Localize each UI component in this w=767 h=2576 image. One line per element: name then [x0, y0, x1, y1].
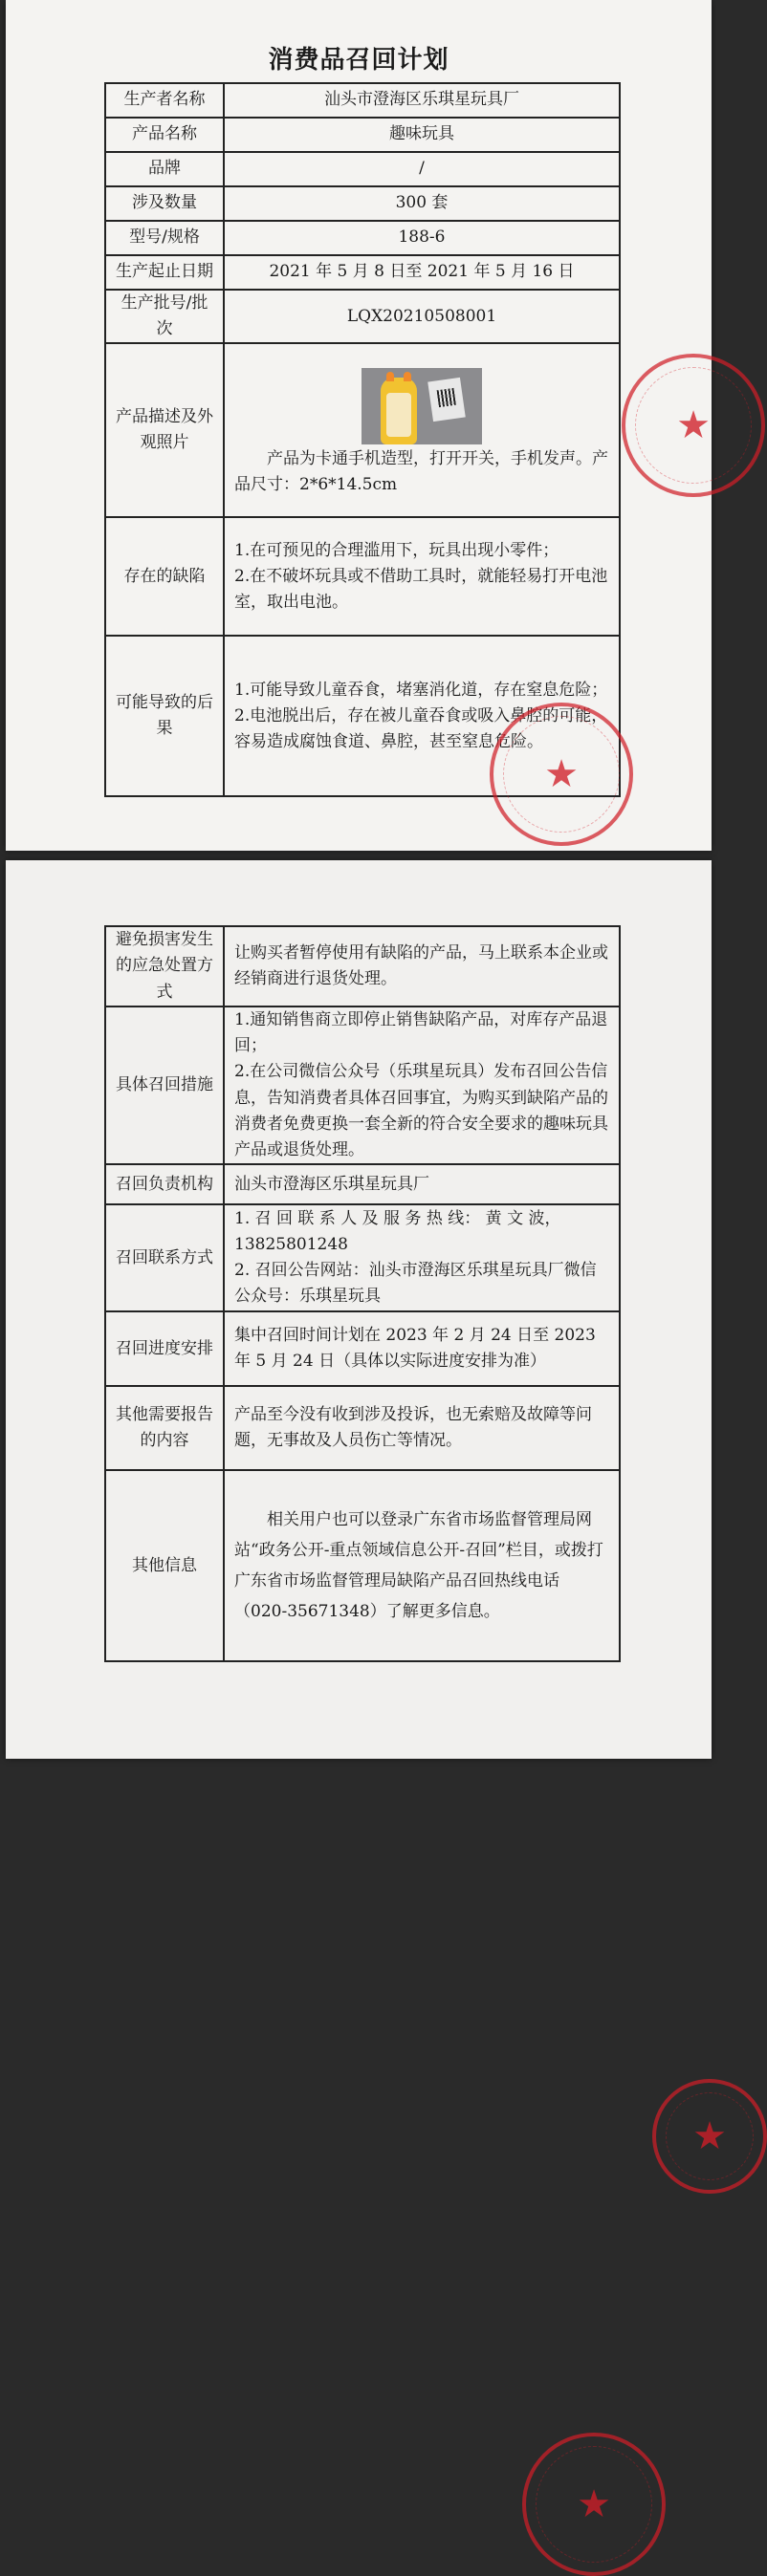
recall-schedule: 集中召回时间计划在 2023 年 2 月 24 日至 2023 年 5 月 24 日（具体以实际进度安排为准） [224, 1311, 620, 1386]
company-seal: ★ [490, 703, 633, 846]
document-title: 消费品召回计划 [268, 46, 449, 75]
table-row [105, 255, 620, 290]
responsible-org: 汕头市澄海区乐琪星玩具厂 [224, 1164, 620, 1204]
measure-item: 1.通知销售商立即停止销售缺陷产品，对库存产品退回； [234, 1010, 608, 1056]
product-description: 产品为卡通手机造型，打开开关，手机发声。产品尺寸：2*6*14.5cm [234, 449, 608, 495]
row-label: 生产者名称 [105, 83, 224, 118]
table-row [105, 1164, 620, 1204]
row-label: 产品名称 [105, 118, 224, 152]
model-spec: 188-6 [224, 221, 620, 255]
defect-item: 1.在可预见的合理滥用下，玩具出现小零件； [234, 540, 559, 560]
row-label: 型号/规格 [105, 221, 224, 255]
product-photo [362, 368, 482, 444]
row-label: 生产起止日期 [105, 255, 224, 290]
emergency-measures: 让购买者暂停使用有缺陷的产品，马上联系本企业或经销商进行退货处理。 [224, 926, 620, 1007]
row-label: 其他需要报告的内容 [105, 1386, 224, 1470]
row-label: 其他信息 [105, 1470, 224, 1661]
table-row [105, 1470, 620, 1661]
row-label: 召回进度安排 [105, 1311, 224, 1386]
table-row [105, 1311, 620, 1386]
product-tag-image [427, 378, 466, 422]
consequence-item: 1.可能导致儿童吞食，堵塞消化道，存在窒息危险； [234, 680, 608, 700]
toy-phone-image [381, 378, 417, 444]
product-name: 趣味玩具 [224, 118, 620, 152]
defects-cell [224, 517, 620, 636]
other-information: 相关用户也可以登录广东省市场监督管理局网站“政务公开-重点领域信息公开-召回”栏目，或拨打广东省市场监督管理局缺陷产品召回热线电话（020-35671348）了解更多信息。 [224, 1470, 620, 1661]
table-row [105, 1204, 620, 1311]
table-row [105, 926, 620, 1007]
row-label: 产品描述及外观照片 [105, 343, 224, 517]
table-row [105, 221, 620, 255]
other-report-content: 产品至今没有收到涉及投诉，也无索赔及故障等问题，无事故及人员伤亡等情况。 [224, 1386, 620, 1470]
company-seal: ★ [622, 354, 765, 497]
row-label: 召回负责机构 [105, 1164, 224, 1204]
recall-table-part-1 [104, 82, 621, 797]
table-row [105, 152, 620, 186]
table-row [105, 118, 620, 152]
row-label: 避免损害发生的应急处置方式 [105, 926, 224, 1007]
production-dates: 2021 年 5 月 8 日至 2021 年 5 月 16 日 [224, 255, 620, 290]
company-seal: ★ [522, 2433, 666, 2576]
contact-item: 2. 召回公告网站：汕头市澄海区乐琪星玩具厂微信公众号：乐琪星玩具 [234, 1261, 597, 1307]
recall-table-part-2 [104, 925, 621, 1662]
quantity: 300 套 [224, 186, 620, 221]
table-row [105, 83, 620, 118]
row-label: 生产批号/批次 [105, 290, 224, 343]
document-page-1 [6, 0, 712, 851]
row-label: 召回联系方式 [105, 1204, 224, 1311]
consequence-item: 2.电池脱出后，存在被儿童吞食或吸入鼻腔的可能，容易造成腐蚀食道、鼻腔，甚至窒息危险。 [234, 705, 608, 751]
recall-measures-cell [224, 1007, 620, 1164]
table-row [105, 1386, 620, 1470]
table-row [105, 290, 620, 343]
batch-number: LQX20210508001 [224, 290, 620, 343]
company-seal: ★ [652, 2079, 767, 2194]
contact-item: 1. 召 回 联 系 人 及 服 务 热 线： 黄 文 波，13825801248 [234, 1208, 561, 1254]
row-label: 涉及数量 [105, 186, 224, 221]
row-label: 品牌 [105, 152, 224, 186]
row-label: 可能导致的后果 [105, 636, 224, 796]
product-description-cell [224, 343, 620, 517]
measure-item: 2.在公司微信公众号（乐琪星玩具）发布召回公告信息，告知消费者具体召回事宜，为购买到缺陷产品的消费者免费更换一套全新的符合安全要求的趣味玩具产品或退货处理。 [234, 1062, 608, 1159]
defect-item: 2.在不破坏玩具或不借助工具时，就能轻易打开电池室，取出电池。 [234, 566, 608, 612]
brand: / [224, 152, 620, 186]
contact-cell [224, 1204, 620, 1311]
table-row [105, 343, 620, 517]
row-label: 存在的缺陷 [105, 517, 224, 636]
table-row [105, 1007, 620, 1164]
table-row [105, 517, 620, 636]
document-page-2 [6, 860, 727, 2526]
table-row [105, 186, 620, 221]
manufacturer-name: 汕头市澄海区乐琪星玩具厂 [224, 83, 620, 118]
row-label: 具体召回措施 [105, 1007, 224, 1164]
